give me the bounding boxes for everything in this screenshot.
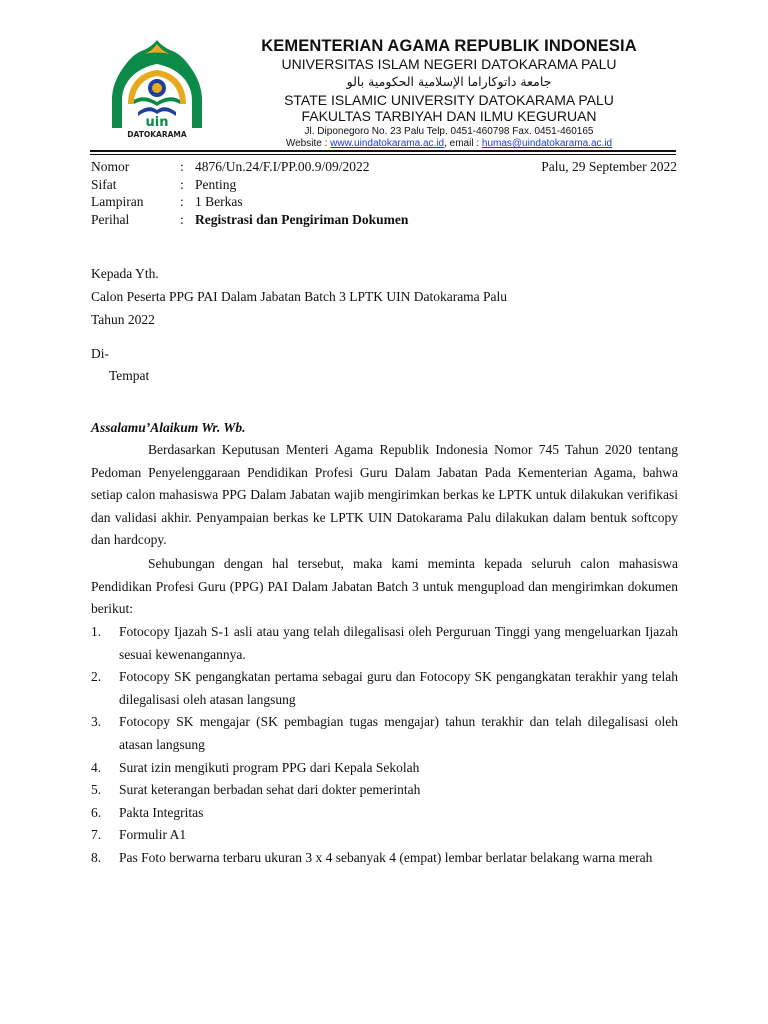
perihal-label: Perihal [91,211,130,227]
website-label: Website : [285,138,331,149]
faculty-name: FAKULTAS TARBIYAH DAN ILMU KEGURUAN [301,108,597,124]
recipient-name: Calon Peserta PPG PAI Dalam Jabatan Batch 3 LPTK UIN Datokarama Palu [91,289,508,304]
university-name: UNIVERSITAS ISLAM NEGERI DATOKARAMA PALU [281,56,617,72]
meta-row-perihal [91,211,677,229]
list-text: Formulir A1 [119,827,187,843]
list-text: Fotocopy SK mengajar (SK pembagian tugas mengajar) tahun terakhir dan telah dilegalisasi oleh atasan langsung [119,714,678,752]
ministry-name: KEMENTERIAN AGAMA REPUBLIK INDONESIA [261,37,637,55]
website-link[interactable]: www.uindatokarama.ac.id [330,138,445,149]
list-number: 6. [91,804,102,820]
sifat-value: Penting [195,176,237,192]
salutation: Assalamu’Alaikum Wr. Wb. [91,420,246,435]
lampiran-colon: : [180,194,184,209]
list-item [91,666,678,711]
list-number: 3. [91,714,102,730]
document-list [91,621,678,870]
list-number: 4. [91,759,102,775]
list-number: 8. [91,849,102,865]
list-text: Pakta Integritas [119,804,204,820]
sifat-colon: : [180,176,184,192]
list-item [91,757,678,780]
list-text: Fotocopy SK pengangkatan pertama sebagai guru dan Fotocopy SK pengangkatan terakhir yang telah dilegalisasi oleh atasan langsung [119,669,678,707]
list-item [91,802,678,825]
list-item [91,824,678,847]
list-item [91,779,678,802]
list-item [91,847,678,870]
lampiran-label: Lampiran [91,194,144,209]
list-item [91,711,678,756]
paragraph-text: Berdasarkan Keputusan Menteri Agama Republik Indonesia Nomor 745 Tahun 2020 tentang Pedoman Penyelenggaraan Pendidikan Profesi Guru Dalam Jabatan Pada Kementerian Agama, bahwa setiap calon mahasiswa PPG Dalam Jabatan wajib mengirimkan berkas ke LPTK untuk dilakukan verifikasi dan validasi akhir. Penyampaian berkas ke LPTK UIN Datokarama Palu dilakukan dalam bentuk softcopy dan hardcopy. [91,442,678,548]
recipient-place [91,343,149,387]
list-text: Surat izin mengikuti program PPG dari Kepala Sekolah [119,759,420,775]
uin-datokarama-logo [104,38,210,140]
letter-meta [91,158,677,228]
list-item [91,621,678,666]
logo-brand-text: uin [145,115,169,130]
list-number: 5. [91,782,102,798]
letterhead [224,36,674,150]
meta-row-lampiran [91,193,677,211]
meta-row-sifat [91,176,677,194]
list-number: 1. [91,624,102,639]
letter-date: Palu, 29 September 2022 [541,159,677,174]
tempat-label: Tempat [109,368,150,383]
logo-caption: DATOKARAMA [127,130,187,139]
sifat-label: Sifat [91,176,117,192]
recipient-year: Tahun 2022 [91,312,155,327]
list-number: 2. [91,669,102,685]
letterhead-rule-thin [90,154,676,155]
list-text: Surat keterangan berbadan sehat dari dokter pemerintah [119,782,421,798]
nomor-colon: : [180,159,184,174]
paragraph-2 [91,553,678,621]
email-label: , email : [444,138,482,149]
university-address: Jl. Diponegoro No. 23 Palu Telp. 0451-460798 Fax. 0451-460165 [304,126,594,137]
letterhead-rule-thick [90,150,676,152]
paragraph-1 [91,439,678,552]
recipient-greeting: Kepada Yth. [91,266,159,281]
paragraph-text: Sehubungan dengan hal tersebut, maka kami meminta kepada seluruh calon mahasiswa Pendidikan Profesi Guru (PPG) PAI Dalam Jabatan Batch 3 untuk mengupload dan mengirimkan dokumen berikut: [91,556,678,617]
recipient-block [91,262,507,331]
list-text: Pas Foto berwarna terbaru ukuran 3 x 4 sebanyak 4 (empat) lembar berlatar belakang warna merah [119,849,653,865]
university-name-arabic: جامعة داتوكاراما الإسلامية الحكومية بالو [346,74,552,89]
list-text: Fotocopy Ijazah S-1 asli atau yang telah dilegalisasi oleh Perguruan Tinggi yang mengeluarkan Ijazah sesuai kewenangannya. [119,624,678,662]
university-name-english: STATE ISLAMIC UNIVERSITY DATOKARAMA PALU [284,92,614,108]
perihal-value: Registrasi dan Pengiriman Dokumen [195,211,409,227]
perihal-colon: : [180,211,184,227]
contact-line [224,138,674,150]
email-link[interactable]: humas@uindatokarama.ac.id [481,138,613,149]
di-label: Di- [91,346,109,361]
nomor-value: 4876/Un.24/F.I/PP.00.9/09/2022 [195,159,370,174]
meta-row-nomor [91,158,677,176]
nomor-label: Nomor [91,159,130,174]
list-number: 7. [91,827,102,843]
lampiran-value: 1 Berkas [195,194,243,209]
